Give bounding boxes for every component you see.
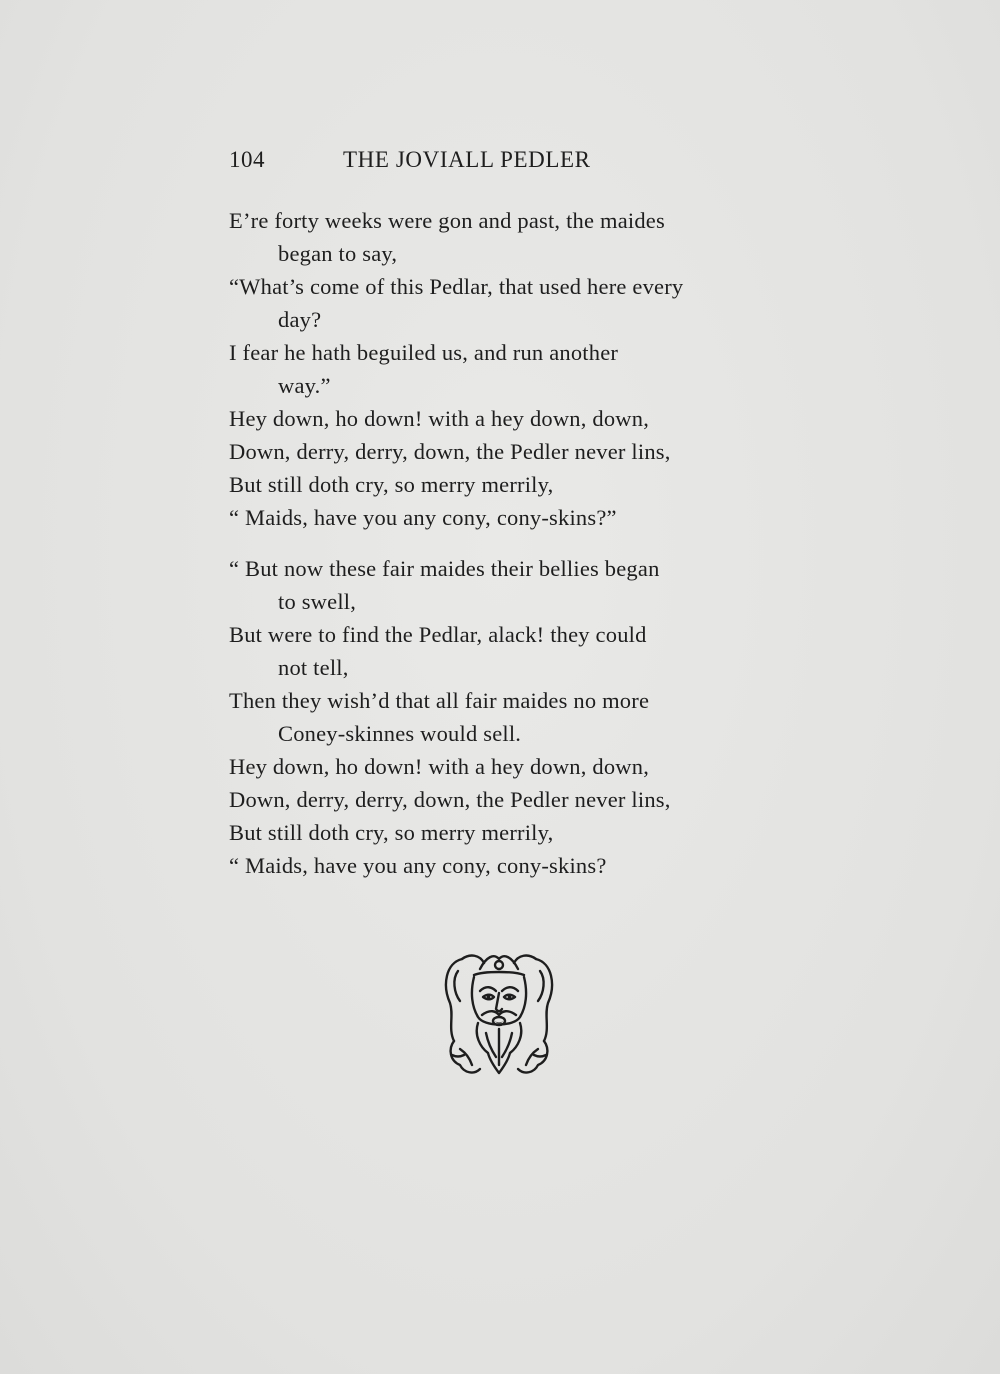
verse-line: way.” — [278, 373, 331, 398]
stanza-2 — [229, 552, 769, 882]
verse-line: began to say, — [278, 241, 398, 266]
verse-line: E’re forty weeks were gon and past, the maides — [229, 208, 665, 233]
verse-line: “ Maids, have you any cony, cony-skins? — [229, 853, 607, 878]
green-man-mask-icon — [440, 945, 558, 1083]
verse-line: But were to find the Pedlar, alack! they could — [229, 622, 647, 647]
stanza-1 — [229, 204, 769, 534]
verse-line: day? — [278, 307, 322, 332]
page-number: 104 — [229, 147, 265, 172]
verse-line: not tell, — [278, 655, 349, 680]
verse-line: Then they wish’d that all fair maides no more — [229, 688, 650, 713]
running-header — [229, 143, 759, 179]
verse-line: to swell, — [278, 589, 357, 614]
verse-line: But still doth cry, so merry merrily, — [229, 472, 554, 497]
running-title: THE JOVIALL PEDLER — [343, 147, 591, 172]
verse-line: “What’s come of this Pedlar, that used here every — [229, 274, 684, 299]
verse-line: Down, derry, derry, down, the Pedler never lins, — [229, 439, 671, 464]
verse-line: Hey down, ho down! with a hey down, down, — [229, 754, 650, 779]
verse-line: I fear he hath beguiled us, and run another — [229, 340, 619, 365]
verse-line: Coney-skinnes would sell. — [278, 721, 522, 746]
poem-text — [229, 204, 769, 882]
verse-line: “ But now these fair maides their bellies began — [229, 556, 660, 581]
verse-line: Down, derry, derry, down, the Pedler never lins, — [229, 787, 671, 812]
verse-line: Hey down, ho down! with a hey down, down, — [229, 406, 650, 431]
verse-line: “ Maids, have you any cony, cony-skins?” — [229, 505, 617, 530]
verse-line: But still doth cry, so merry merrily, — [229, 820, 554, 845]
